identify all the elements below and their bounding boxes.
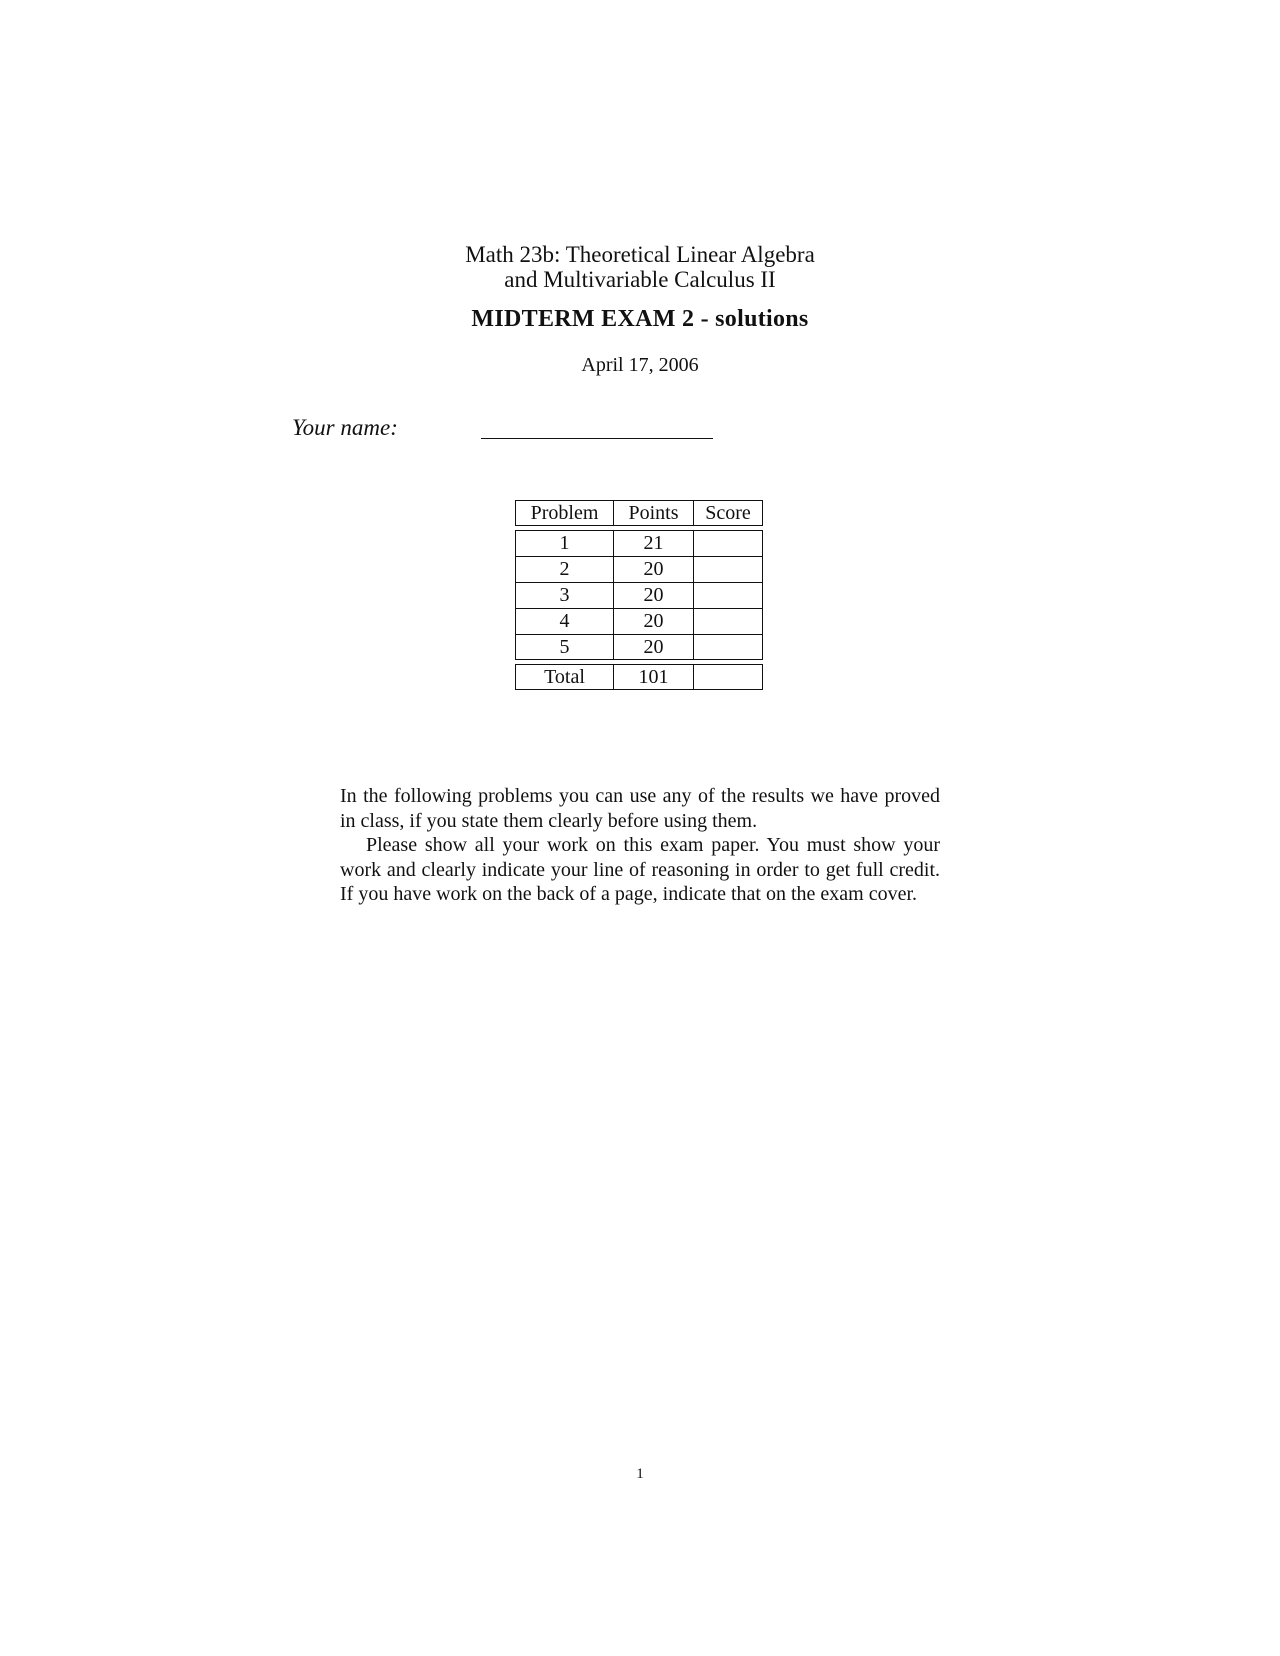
problem-points: 20: [613, 608, 693, 634]
problem-score: [693, 530, 763, 556]
problem-number: 5: [515, 634, 613, 660]
problem-number: 1: [515, 530, 613, 556]
table-row: [515, 530, 763, 556]
header-points: Points: [613, 500, 693, 526]
exam-date: April 17, 2006: [581, 354, 699, 376]
course-title: [0, 242, 1280, 292]
instructions-paragraph-2: Please show all your work on this exam paper. You must show your work and clearly indicate your line of reasoning in order to get full credit. If you have work on the back of a page, indicate that on the exam cover.: [340, 834, 940, 906]
problem-number: 2: [515, 556, 613, 582]
exam-instructions: [340, 784, 940, 907]
problem-points: 20: [613, 556, 693, 582]
score-table-header-row: [515, 500, 763, 526]
problem-points: 20: [613, 582, 693, 608]
problem-score: [693, 634, 763, 660]
exam-heading: MIDTERM EXAM 2 - solutions: [471, 306, 809, 332]
total-score: [693, 664, 763, 690]
table-row: [515, 634, 763, 660]
table-row: [515, 608, 763, 634]
problem-number: 3: [515, 582, 613, 608]
total-points: 101: [613, 664, 693, 690]
header-problem: Problem: [515, 500, 613, 526]
problem-points: 21: [613, 530, 693, 556]
name-blank-line: [481, 438, 713, 439]
problem-score: [693, 582, 763, 608]
problem-number: 4: [515, 608, 613, 634]
score-table: [515, 500, 763, 690]
course-title-line-2: and Multivariable Calculus II: [504, 267, 776, 292]
header-score: Score: [693, 500, 763, 526]
problem-points: 20: [613, 634, 693, 660]
instructions-paragraph-1: In the following problems you can use any of the results we have proved in class, if you state them clearly before using them.: [340, 785, 940, 832]
page-number: 1: [636, 1466, 644, 1482]
course-title-line-1: Math 23b: Theoretical Linear Algebra: [465, 242, 815, 267]
table-row: [515, 582, 763, 608]
problem-score: [693, 608, 763, 634]
problem-score: [693, 556, 763, 582]
score-table-total-row: [515, 664, 763, 690]
table-row: [515, 556, 763, 582]
total-label: Total: [515, 664, 613, 690]
name-label: Your name:: [292, 415, 398, 440]
